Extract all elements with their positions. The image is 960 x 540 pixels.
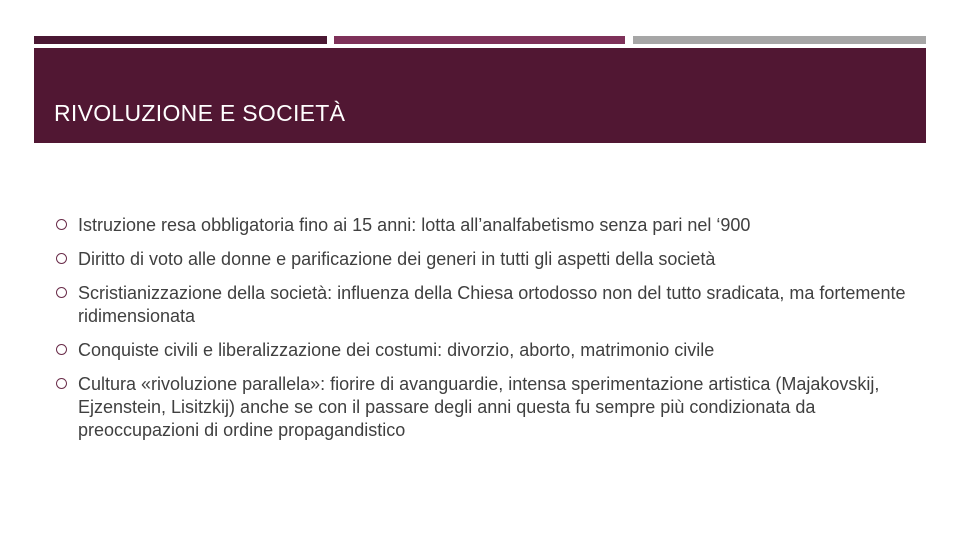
bullet-text: Scristianizzazione della società: influenza della Chiesa ortodosso non del tutto sradicata, ma fortemente ridimensionata bbox=[78, 283, 906, 326]
accent-bar-medium bbox=[334, 36, 625, 44]
bullet-text: Diritto di voto alle donne e parificazione dei generi in tutti gli aspetti della società bbox=[78, 249, 716, 269]
circle-outline-icon bbox=[56, 344, 67, 355]
bullet-text: Istruzione resa obbligatoria fino ai 15 anni: lotta all’analfabetismo senza pari nel ‘900 bbox=[78, 215, 751, 235]
bullet-text: Cultura «rivoluzione parallela»: fiorire di avanguardie, intensa sperimentazione artistica (Majakovskij, Ejzenstein, Lisitzkij) anche se con il passare degli anni questa fu sempre più condizionata da preoccupazioni di ordine propagandistico bbox=[78, 374, 880, 440]
circle-outline-icon bbox=[56, 253, 67, 264]
slide-title: RIVOLUZIONE E SOCIETÀ bbox=[54, 100, 346, 126]
bullet-item bbox=[56, 373, 916, 442]
bullet-text: Conquiste civili e liberalizzazione dei costumi: divorzio, aborto, matrimonio civile bbox=[78, 340, 715, 360]
bullet-item bbox=[56, 339, 916, 362]
bullet-list bbox=[56, 214, 916, 453]
circle-outline-icon bbox=[56, 287, 67, 298]
bullet-item bbox=[56, 282, 916, 328]
title-band bbox=[34, 48, 926, 143]
circle-outline-icon bbox=[56, 378, 67, 389]
accent-bar-gray bbox=[633, 36, 926, 44]
circle-outline-icon bbox=[56, 219, 67, 230]
bullet-item bbox=[56, 214, 916, 237]
bullet-item bbox=[56, 248, 916, 271]
accent-bar-dark bbox=[34, 36, 327, 44]
